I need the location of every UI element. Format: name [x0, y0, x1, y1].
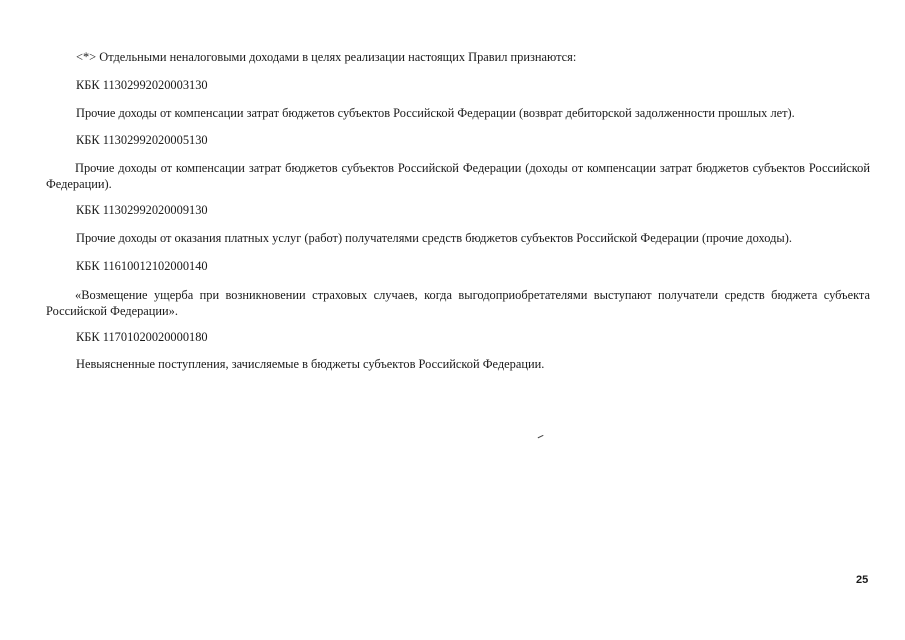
kbk-code-4: КБК 11610012102000140: [76, 259, 208, 273]
kbk-description-4: «Возмещение ущерба при возникновении страховых случаев, когда выгодоприобретателями выступают получатели средств бюджета субъекта Российской Федерации».: [46, 288, 870, 318]
kbk-code-3: КБК 11302992020009130: [76, 203, 208, 217]
kbk-code-2: КБК 11302992020005130: [76, 133, 208, 147]
page-number: 25: [856, 574, 869, 586]
kbk-code-1: КБК 11302992020003130: [76, 78, 208, 92]
kbk-description-3: Прочие доходы от оказания платных услуг (работ) получателями средств бюджетов субъектов Российской Федерации (прочие доходы).: [76, 231, 792, 245]
kbk-code-5: КБК 11701020020000180: [76, 330, 208, 344]
kbk-description-2: Прочие доходы от компенсации затрат бюджетов субъектов Российской Федерации (доходы от компенсации затрат бюджетов субъектов Российской Федерации).: [46, 161, 870, 191]
intro-paragraph: <*> Отдельными неналоговыми доходами в целях реализации настоящих Правил признаются:: [76, 50, 577, 64]
kbk-description-5: Невыясненные поступления, зачисляемые в бюджеты субъектов Российской Федерации.: [76, 357, 545, 371]
kbk-description-1: Прочие доходы от компенсации затрат бюджетов субъектов Российской Федерации (возврат дебиторской задолженности прошлых лет).: [76, 106, 795, 120]
stray-pen-mark: [538, 435, 545, 440]
